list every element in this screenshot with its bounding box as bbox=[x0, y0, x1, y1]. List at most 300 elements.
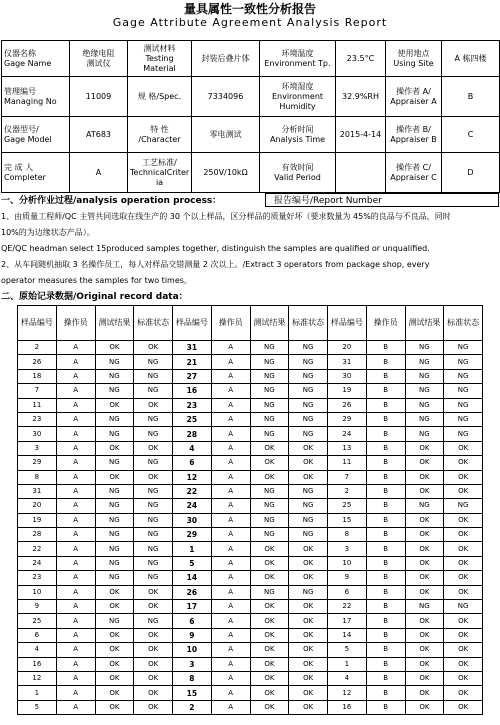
column-header: 操作员 bbox=[211, 306, 250, 341]
table-cell: 23 bbox=[173, 398, 212, 412]
table-row bbox=[18, 542, 483, 556]
table-cell: NG bbox=[289, 528, 328, 542]
table-row bbox=[18, 556, 483, 570]
table-cell: 15 bbox=[173, 686, 212, 700]
gage-info-cell: 仪器名称 Gage Name bbox=[2, 41, 70, 77]
table-cell: 30 bbox=[328, 369, 367, 383]
table-cell: NG bbox=[250, 355, 289, 369]
table-cell: NG bbox=[134, 355, 173, 369]
gage-info-cell: 操作者 B/ Appraiser B bbox=[386, 117, 442, 153]
table-cell: NG bbox=[134, 571, 173, 585]
table-cell: OK bbox=[289, 571, 328, 585]
gage-info-cell: 7334096 bbox=[192, 77, 260, 117]
table-cell: NG bbox=[405, 412, 444, 426]
gage-info-cell: B bbox=[442, 77, 500, 117]
table-cell: OK bbox=[250, 571, 289, 585]
table-row bbox=[18, 456, 483, 470]
table-cell: NG bbox=[95, 355, 134, 369]
table-cell: 1 bbox=[328, 657, 367, 671]
table-cell: B bbox=[366, 600, 405, 614]
gage-info-cell: 23.5°C bbox=[336, 41, 386, 77]
table-cell: 12 bbox=[173, 470, 212, 484]
table-row bbox=[18, 528, 483, 542]
table-cell: 9 bbox=[328, 571, 367, 585]
gage-info-cell: 分析时间 Analysis Time bbox=[260, 117, 336, 153]
table-cell: A bbox=[56, 484, 95, 498]
table-cell: B bbox=[366, 686, 405, 700]
table-cell: OK bbox=[444, 686, 483, 700]
table-cell: A bbox=[211, 513, 250, 527]
table-cell: OK bbox=[134, 441, 173, 455]
table-row bbox=[18, 614, 483, 628]
table-cell: NG bbox=[95, 456, 134, 470]
table-cell: OK bbox=[444, 513, 483, 527]
table-cell: OK bbox=[405, 628, 444, 642]
table-cell: A bbox=[56, 398, 95, 412]
table-cell: OK bbox=[289, 643, 328, 657]
table-cell: NG bbox=[250, 528, 289, 542]
table-cell: NG bbox=[95, 528, 134, 542]
table-cell: 25 bbox=[18, 614, 57, 628]
table-cell: 8 bbox=[173, 671, 212, 685]
original-record-table bbox=[17, 305, 483, 715]
table-cell: A bbox=[211, 614, 250, 628]
table-cell: 28 bbox=[18, 528, 57, 542]
table-cell: A bbox=[56, 499, 95, 513]
column-header: 操作员 bbox=[366, 306, 405, 341]
table-cell: NG bbox=[134, 412, 173, 426]
gage-info-cell: A bbox=[70, 153, 128, 193]
table-cell: A bbox=[56, 542, 95, 556]
column-header: 测试结果 bbox=[250, 306, 289, 341]
table-cell: OK bbox=[95, 657, 134, 671]
column-header: 标准状态 bbox=[444, 306, 483, 341]
table-cell: OK bbox=[405, 528, 444, 542]
gage-info-cell: 规 格/Spec. bbox=[128, 77, 192, 117]
table-cell: A bbox=[56, 427, 95, 441]
table-cell: A bbox=[211, 657, 250, 671]
table-cell: NG bbox=[134, 542, 173, 556]
table-cell: 23 bbox=[18, 571, 57, 585]
table-cell: A bbox=[211, 412, 250, 426]
table-cell: A bbox=[56, 686, 95, 700]
table-cell: NG bbox=[134, 513, 173, 527]
table-cell: OK bbox=[444, 571, 483, 585]
table-cell: OK bbox=[444, 441, 483, 455]
table-cell: OK bbox=[405, 484, 444, 498]
table-cell: OK bbox=[250, 628, 289, 642]
table-cell: NG bbox=[95, 614, 134, 628]
table-cell: A bbox=[211, 643, 250, 657]
gage-info-cell: AT683 bbox=[70, 117, 128, 153]
table-cell: OK bbox=[444, 542, 483, 556]
table-cell: 16 bbox=[173, 384, 212, 398]
table-cell: 6 bbox=[18, 628, 57, 642]
table-cell: NG bbox=[444, 499, 483, 513]
table-cell: 14 bbox=[173, 571, 212, 585]
table-cell: A bbox=[56, 513, 95, 527]
table-cell: B bbox=[366, 470, 405, 484]
table-cell: 25 bbox=[328, 499, 367, 513]
table-cell: NG bbox=[405, 355, 444, 369]
table-cell: OK bbox=[405, 700, 444, 714]
table-cell: A bbox=[56, 384, 95, 398]
table-cell: OK bbox=[289, 441, 328, 455]
table-cell: OK bbox=[444, 484, 483, 498]
report-subtitle: Gage Attribute Agreement Analysis Report bbox=[112, 16, 388, 29]
table-cell: NG bbox=[95, 484, 134, 498]
table-cell: NG bbox=[444, 412, 483, 426]
table-cell: NG bbox=[289, 499, 328, 513]
table-cell: NG bbox=[289, 484, 328, 498]
table-cell: OK bbox=[95, 398, 134, 412]
table-cell: 21 bbox=[173, 355, 212, 369]
table-cell: NG bbox=[444, 355, 483, 369]
table-cell: NG bbox=[250, 341, 289, 355]
table-row bbox=[18, 398, 483, 412]
table-cell: OK bbox=[250, 542, 289, 556]
table-cell: A bbox=[211, 484, 250, 498]
table-cell: 16 bbox=[328, 700, 367, 714]
table-cell: NG bbox=[444, 341, 483, 355]
table-cell: 20 bbox=[18, 499, 57, 513]
table-cell: 24 bbox=[18, 556, 57, 570]
table-cell: NG bbox=[444, 384, 483, 398]
table-cell: 3 bbox=[328, 542, 367, 556]
table-cell: A bbox=[211, 585, 250, 599]
table-cell: NG bbox=[95, 513, 134, 527]
table-cell: B bbox=[366, 441, 405, 455]
gage-info-cell: 测试材料 Testing Material bbox=[128, 41, 192, 77]
table-cell: A bbox=[56, 341, 95, 355]
table-cell: OK bbox=[289, 542, 328, 556]
table-cell: OK bbox=[289, 470, 328, 484]
table-cell: NG bbox=[134, 384, 173, 398]
table-row bbox=[18, 427, 483, 441]
table-cell: A bbox=[56, 556, 95, 570]
table-cell: 22 bbox=[18, 542, 57, 556]
gage-info-cell: 操作者 A/ Appraiser A bbox=[386, 77, 442, 117]
gage-info-cell: C bbox=[442, 117, 500, 153]
table-cell: 7 bbox=[18, 384, 57, 398]
table-cell: 5 bbox=[328, 643, 367, 657]
column-header: 测试结果 bbox=[95, 306, 134, 341]
table-cell: A bbox=[56, 470, 95, 484]
gage-info-cell: 操作者 C/ Appraiser C bbox=[386, 153, 442, 193]
table-cell: OK bbox=[250, 456, 289, 470]
gage-info-cell: 管理编号 Managing No bbox=[2, 77, 70, 117]
gage-info-cell: D bbox=[442, 153, 500, 193]
gage-info-row bbox=[2, 77, 500, 117]
table-cell: A bbox=[211, 384, 250, 398]
table-cell: 23 bbox=[18, 412, 57, 426]
table-row bbox=[18, 484, 483, 498]
column-header: 样品编号 bbox=[328, 306, 367, 341]
table-cell: OK bbox=[95, 700, 134, 714]
table-cell: A bbox=[56, 369, 95, 383]
table-cell: 6 bbox=[173, 456, 212, 470]
table-cell: NG bbox=[405, 600, 444, 614]
table-cell: A bbox=[211, 671, 250, 685]
table-cell: B bbox=[366, 571, 405, 585]
table-cell: OK bbox=[444, 528, 483, 542]
table-cell: OK bbox=[289, 686, 328, 700]
table-cell: 3 bbox=[173, 657, 212, 671]
table-cell: OK bbox=[289, 456, 328, 470]
table-cell: 1 bbox=[173, 542, 212, 556]
table-row bbox=[18, 686, 483, 700]
table-cell: OK bbox=[289, 628, 328, 642]
table-cell: NG bbox=[95, 542, 134, 556]
table-cell: A bbox=[56, 628, 95, 642]
table-cell: OK bbox=[250, 700, 289, 714]
gage-info-row bbox=[2, 117, 500, 153]
table-cell: B bbox=[366, 585, 405, 599]
table-cell: 19 bbox=[18, 513, 57, 527]
table-cell: OK bbox=[289, 657, 328, 671]
table-cell: B bbox=[366, 556, 405, 570]
table-cell: NG bbox=[444, 369, 483, 383]
column-header: 样品编号 bbox=[18, 306, 57, 341]
table-cell: OK bbox=[95, 600, 134, 614]
table-cell: NG bbox=[289, 427, 328, 441]
table-cell: NG bbox=[250, 412, 289, 426]
table-cell: A bbox=[56, 671, 95, 685]
table-cell: A bbox=[211, 355, 250, 369]
table-cell: A bbox=[56, 657, 95, 671]
table-cell: 29 bbox=[18, 456, 57, 470]
table-cell: OK bbox=[289, 671, 328, 685]
table-cell: OK bbox=[444, 671, 483, 685]
table-cell: OK bbox=[444, 657, 483, 671]
gage-info-cell: 零电测试 bbox=[192, 117, 260, 153]
gage-info-cell: 绝缘电阻 测试仪 bbox=[70, 41, 128, 77]
table-cell: 9 bbox=[18, 600, 57, 614]
table-cell: B bbox=[366, 700, 405, 714]
table-cell: 2 bbox=[18, 341, 57, 355]
table-cell: OK bbox=[250, 614, 289, 628]
gage-info-cell: 工艺标准/ TechnicalCriter ia bbox=[128, 153, 192, 193]
table-cell: 19 bbox=[328, 384, 367, 398]
column-header: 标准状态 bbox=[134, 306, 173, 341]
table-cell: OK bbox=[289, 700, 328, 714]
table-cell: A bbox=[211, 628, 250, 642]
table-cell: OK bbox=[95, 628, 134, 642]
table-cell: NG bbox=[250, 384, 289, 398]
table-cell: 15 bbox=[328, 513, 367, 527]
table-cell: A bbox=[56, 600, 95, 614]
table-row bbox=[18, 571, 483, 585]
table-cell: OK bbox=[444, 643, 483, 657]
gage-info-cell: 使用地点 Using Site bbox=[386, 41, 442, 77]
table-cell: OK bbox=[134, 470, 173, 484]
table-cell: 22 bbox=[328, 600, 367, 614]
table-cell: OK bbox=[444, 585, 483, 599]
table-cell: OK bbox=[134, 657, 173, 671]
column-header: 标准状态 bbox=[289, 306, 328, 341]
table-cell: 9 bbox=[173, 628, 212, 642]
table-cell: 31 bbox=[173, 341, 212, 355]
gage-info-cell: 250V/10kΩ bbox=[192, 153, 260, 193]
gage-info-cell: 2015-4-14 bbox=[336, 117, 386, 153]
table-cell: OK bbox=[250, 643, 289, 657]
table-cell: OK bbox=[250, 600, 289, 614]
table-cell: OK bbox=[405, 470, 444, 484]
gage-info-row bbox=[2, 41, 500, 77]
table-cell: A bbox=[56, 585, 95, 599]
table-cell: OK bbox=[250, 671, 289, 685]
table-cell: NG bbox=[250, 398, 289, 412]
table-cell: 5 bbox=[173, 556, 212, 570]
table-cell: A bbox=[211, 441, 250, 455]
table-cell: NG bbox=[444, 427, 483, 441]
table-cell: NG bbox=[134, 369, 173, 383]
table-cell: A bbox=[211, 456, 250, 470]
table-cell: 2 bbox=[328, 484, 367, 498]
table-cell: OK bbox=[95, 470, 134, 484]
table-row bbox=[18, 700, 483, 714]
table-cell: 3 bbox=[18, 441, 57, 455]
table-cell: NG bbox=[134, 427, 173, 441]
table-cell: B bbox=[366, 369, 405, 383]
table-cell: B bbox=[366, 671, 405, 685]
table-cell: OK bbox=[444, 700, 483, 714]
table-cell: A bbox=[211, 700, 250, 714]
table-cell: B bbox=[366, 341, 405, 355]
table-cell: OK bbox=[134, 585, 173, 599]
table-cell: B bbox=[366, 614, 405, 628]
table-cell: A bbox=[56, 412, 95, 426]
table-cell: 24 bbox=[328, 427, 367, 441]
table-row bbox=[18, 671, 483, 685]
table-cell: OK bbox=[134, 398, 173, 412]
table-cell: A bbox=[211, 600, 250, 614]
table-cell: A bbox=[211, 528, 250, 542]
table-cell: OK bbox=[405, 657, 444, 671]
table-cell: NG bbox=[250, 499, 289, 513]
gage-info-row bbox=[2, 153, 500, 193]
gage-info-cell: A 栋四楼 bbox=[442, 41, 500, 77]
table-cell: B bbox=[366, 355, 405, 369]
table-cell: NG bbox=[289, 355, 328, 369]
table-cell: 4 bbox=[173, 441, 212, 455]
table-cell: 24 bbox=[173, 499, 212, 513]
table-cell: 4 bbox=[18, 643, 57, 657]
table-cell: NG bbox=[134, 528, 173, 542]
table-cell: B bbox=[366, 513, 405, 527]
gage-info-cell: 特 性 /Character bbox=[128, 117, 192, 153]
table-cell: 28 bbox=[173, 427, 212, 441]
table-cell: OK bbox=[405, 671, 444, 685]
table-cell: 6 bbox=[328, 585, 367, 599]
table-cell: NG bbox=[134, 499, 173, 513]
table-cell: B bbox=[366, 484, 405, 498]
gage-info-cell: 完 成 人 Completer bbox=[2, 153, 70, 193]
table-cell: OK bbox=[444, 614, 483, 628]
table-cell: A bbox=[211, 686, 250, 700]
table-row bbox=[18, 441, 483, 455]
table-cell: NG bbox=[405, 369, 444, 383]
table-row bbox=[18, 585, 483, 599]
table-cell: 17 bbox=[328, 614, 367, 628]
table-cell: OK bbox=[405, 456, 444, 470]
table-cell: A bbox=[211, 571, 250, 585]
table-cell: A bbox=[56, 456, 95, 470]
table-cell: A bbox=[56, 355, 95, 369]
gage-info-cell: 有效时间 Valid Period bbox=[260, 153, 336, 193]
table-cell: OK bbox=[444, 456, 483, 470]
table-cell: OK bbox=[134, 671, 173, 685]
table-cell: 13 bbox=[328, 441, 367, 455]
table-cell: A bbox=[211, 427, 250, 441]
table-row bbox=[18, 513, 483, 527]
table-cell: A bbox=[56, 700, 95, 714]
table-cell: 1 bbox=[18, 686, 57, 700]
table-cell: B bbox=[366, 398, 405, 412]
table-cell: 30 bbox=[173, 513, 212, 527]
gage-info-table bbox=[1, 40, 500, 193]
process-line: operator measures the samples for two times。 bbox=[1, 276, 192, 285]
table-cell: 30 bbox=[18, 427, 57, 441]
table-cell: OK bbox=[134, 341, 173, 355]
table-cell: 12 bbox=[328, 686, 367, 700]
table-cell: OK bbox=[250, 657, 289, 671]
table-cell: 11 bbox=[328, 456, 367, 470]
table-row bbox=[18, 384, 483, 398]
table-cell: B bbox=[366, 542, 405, 556]
table-row bbox=[18, 369, 483, 383]
table-row bbox=[18, 643, 483, 657]
table-cell: NG bbox=[95, 427, 134, 441]
report-number-label: 报告编号/Report Number bbox=[265, 193, 499, 207]
table-cell: A bbox=[211, 542, 250, 556]
table-cell: OK bbox=[134, 700, 173, 714]
gage-info-cell: 封装后叠片体 bbox=[192, 41, 260, 77]
table-cell: NG bbox=[250, 369, 289, 383]
table-cell: NG bbox=[95, 556, 134, 570]
table-cell: NG bbox=[250, 585, 289, 599]
gage-info-cell: 11009 bbox=[70, 77, 128, 117]
table-cell: NG bbox=[289, 412, 328, 426]
column-header: 测试结果 bbox=[405, 306, 444, 341]
analysis-process-section bbox=[1, 193, 499, 289]
table-cell: NG bbox=[289, 398, 328, 412]
table-cell: 31 bbox=[18, 484, 57, 498]
process-line: 10%的为边缘状态产品）。 bbox=[1, 228, 95, 237]
table-cell: NG bbox=[95, 369, 134, 383]
table-cell: A bbox=[56, 643, 95, 657]
table-cell: A bbox=[56, 441, 95, 455]
table-cell: NG bbox=[289, 585, 328, 599]
table-cell: 7 bbox=[328, 470, 367, 484]
table-cell: 4 bbox=[328, 671, 367, 685]
table-cell: B bbox=[366, 499, 405, 513]
table-cell: OK bbox=[95, 441, 134, 455]
table-cell: NG bbox=[250, 513, 289, 527]
table-cell: B bbox=[366, 456, 405, 470]
table-cell: 16 bbox=[18, 657, 57, 671]
table-cell: 22 bbox=[173, 484, 212, 498]
column-header: 操作员 bbox=[56, 306, 95, 341]
table-cell: A bbox=[211, 499, 250, 513]
gage-info-cell: 环境湿度 Environment Humidity bbox=[260, 77, 336, 117]
table-cell: NG bbox=[289, 513, 328, 527]
table-cell: NG bbox=[95, 412, 134, 426]
table-cell: B bbox=[366, 628, 405, 642]
table-cell: A bbox=[211, 369, 250, 383]
table-cell: 26 bbox=[18, 355, 57, 369]
table-cell: OK bbox=[250, 441, 289, 455]
